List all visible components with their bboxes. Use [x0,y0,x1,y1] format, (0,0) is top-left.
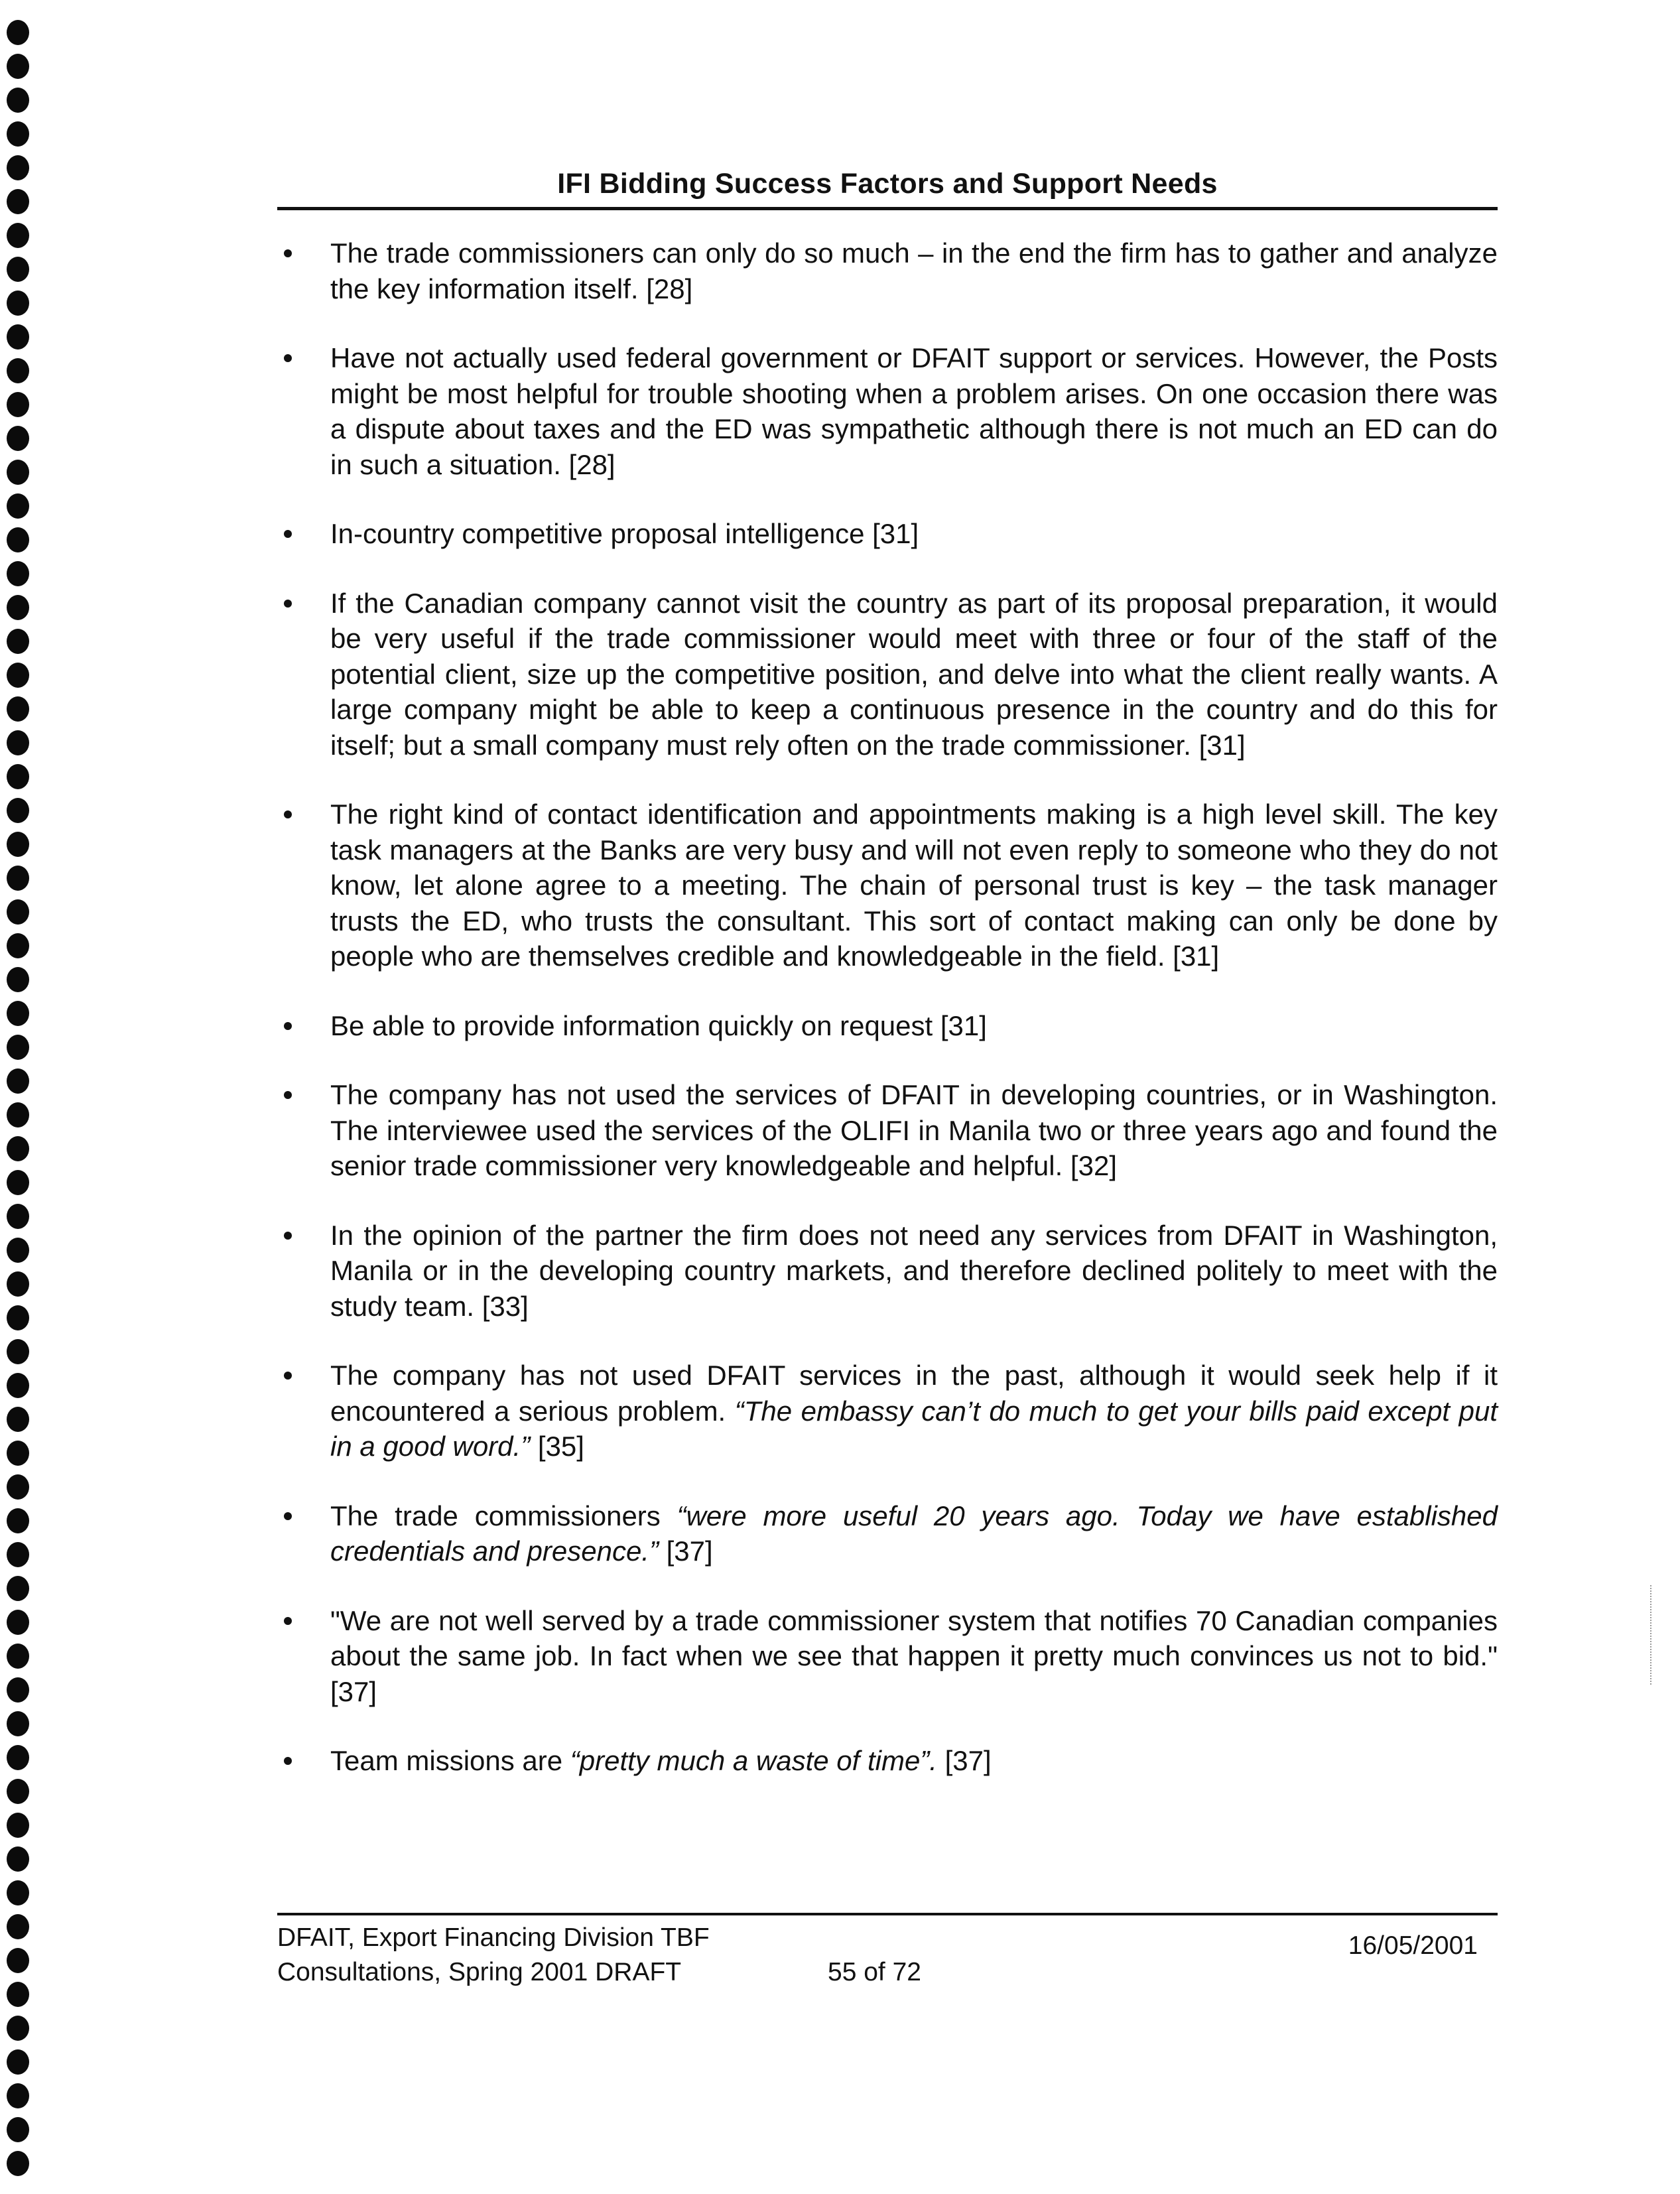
binding-hole-icon [7,764,29,789]
quoted-text: “pretty much a waste of time”. [570,1745,937,1776]
bullet-dot-icon [284,1091,292,1099]
binding-hole-icon [7,1914,29,1939]
list-item [277,1743,1498,1779]
page-header [277,159,1498,210]
binding-hole-icon [7,1305,29,1330]
footer-date: 16/05/2001 [1348,1931,1478,1960]
binding-hole-icon [7,1779,29,1804]
binding-holes [7,20,33,2189]
binding-hole-icon [7,866,29,891]
bullet-text: The company has not used the services of DFAIT in developing countries, or in Washington. The interviewee used the services of the OLIFI in Manila two or three years ago and found the senior trade commissioner very knowledgeable and helpful. [32] [330,1079,1498,1181]
list-item [277,1008,1498,1044]
binding-hole-icon [7,730,29,755]
bullet-text: Team missions are [330,1745,570,1776]
bullet-text: [37] [658,1535,713,1567]
bullet-text: [37] [937,1745,992,1776]
quoted-text: “were more useful 20 years ago. Today we have established credentials and presence.” [330,1500,1498,1567]
list-item [277,586,1498,763]
list-item [277,797,1498,974]
binding-hole-icon [7,1271,29,1297]
binding-hole-icon [7,798,29,823]
bullet-list [277,235,1498,1779]
list-item [277,1077,1498,1184]
binding-hole-icon [7,696,29,722]
binding-hole-icon [7,1948,29,1973]
binding-hole-icon [7,933,29,958]
binding-hole-icon [7,832,29,857]
binding-hole-icon [7,629,29,654]
bullet-text: "We are not well served by a trade commissioner system that notifies 70 Canadian companies about the same job. In fact when we see that happen it pretty much convinces us not to bid." [37] [330,1604,1498,1707]
binding-hole-icon [7,1846,29,1872]
scan-specks [1650,1585,1654,1685]
binding-hole-icon [7,663,29,688]
bullet-text: Have not actually used federal government or DFAIT support or services. However, the Posts might be most helpful for trouble shooting when a problem arises. On one occasion there was a dispute about taxes and the ED was sympathetic although there is not much an ED can do in such a situation. [28] [330,342,1498,480]
bullet-dot-icon [284,1617,292,1625]
binding-hole-icon [7,967,29,992]
binding-hole-icon [7,1238,29,1263]
binding-hole-icon [7,290,29,316]
binding-hole-icon [7,1813,29,1838]
page-title: IFI Bidding Success Factors and Support Needs [557,168,1218,200]
binding-hole-icon [7,1373,29,1398]
binding-hole-icon [7,1474,29,1500]
bullet-text: If the Canadian company cannot visit the country as part of its proposal preparation, it would be very useful if the trade commissioner would meet with three or four of the staff of the potential client, size up the competitive position, and delve into what the client really wants. A large company might be able to keep a continuous presence in the country and do this for itself; but a small company must rely often on the trade commissioner. [31] [330,587,1498,761]
binding-hole-icon [7,460,29,485]
binding-hole-icon [7,1576,29,1601]
binding-hole-icon [7,1102,29,1128]
binding-hole-icon [7,1745,29,1770]
list-item [277,1498,1498,1569]
binding-hole-icon [7,493,29,519]
binding-hole-icon [7,1407,29,1432]
bullet-text: The trade commissioners can only do so much – in the end the firm has to gather and analyze the key information itself. [28] [330,237,1498,304]
binding-hole-icon [7,1880,29,1905]
list-item [277,340,1498,482]
list-item [277,235,1498,306]
bullet-dot-icon [284,600,292,608]
footer-page-number: 55 of 72 [828,1958,921,1986]
binding-hole-icon [7,324,29,350]
bullet-dot-icon [284,1022,292,1030]
binding-hole-icon [7,1508,29,1533]
bullet-text: The right kind of contact identification and appointments making is a high level skill. The key task managers at the Banks are very busy and will not even reply to someone who they do not know, let alone agree to a meeting. The chain of personal trust is key – the task manager trusts the ED, who trusts the consultant. This sort of contact making can only be done by people who are themselves credible and knowledgeable in the field. [31] [330,799,1498,972]
binding-hole-icon [7,2151,29,2176]
binding-hole-icon [7,1644,29,1669]
bullet-text: In-country competitive proposal intelligence [31] [330,518,919,549]
binding-hole-icon [7,1711,29,1736]
footer-org-line-2: Consultations, Spring 2001 DRAFT [277,1958,682,1986]
bullet-dot-icon [284,1232,292,1240]
bullet-dot-icon [284,1512,292,1520]
bullet-text: [35] [530,1431,584,1462]
page-footer [277,1913,1498,1986]
binding-hole-icon [7,561,29,586]
binding-hole-icon [7,88,29,113]
binding-hole-icon [7,392,29,417]
binding-hole-icon [7,527,29,552]
binding-hole-icon [7,426,29,451]
binding-hole-icon [7,257,29,282]
list-item [277,516,1498,552]
binding-hole-icon [7,1441,29,1466]
binding-hole-icon [7,1136,29,1161]
binding-hole-icon [7,1204,29,1229]
binding-hole-icon [7,1610,29,1635]
binding-hole-icon [7,1677,29,1703]
bullet-text: Be able to provide information quickly on request [31] [330,1009,987,1041]
binding-hole-icon [7,1068,29,1094]
binding-hole-icon [7,358,29,383]
quoted-text: “The embassy can’t do much to get your bills paid except put in a good word.” [330,1395,1498,1462]
list-item [277,1218,1498,1324]
bullet-text: The trade commissioners [330,1500,677,1531]
binding-hole-icon [7,189,29,214]
footer-organization [277,1921,710,1990]
binding-hole-icon [7,121,29,147]
binding-hole-icon [7,595,29,620]
binding-hole-icon [7,20,29,45]
list-item [277,1603,1498,1710]
binding-hole-icon [7,155,29,180]
bullet-dot-icon [284,249,292,257]
binding-hole-icon [7,1339,29,1364]
binding-hole-icon [7,1035,29,1060]
bullet-dot-icon [284,1372,292,1380]
binding-hole-icon [7,1542,29,1567]
bullet-dot-icon [284,354,292,362]
bullet-text: In the opinion of the partner the firm does not need any services from DFAIT in Washington, Manila or in the developing country markets, and therefore declined politely to meet with the study team. [33] [330,1219,1498,1322]
binding-hole-icon [7,2117,29,2142]
binding-hole-icon [7,2049,29,2075]
binding-hole-icon [7,54,29,79]
binding-hole-icon [7,899,29,925]
binding-hole-icon [7,1982,29,2007]
list-item [277,1358,1498,1464]
bullet-dot-icon [284,1757,292,1765]
main-content [277,235,1498,1813]
binding-hole-icon [7,2083,29,2108]
bullet-dot-icon [284,530,292,538]
binding-hole-icon [7,1001,29,1026]
binding-hole-icon [7,223,29,248]
binding-hole-icon [7,2016,29,2041]
binding-hole-icon [7,1170,29,1195]
bullet-dot-icon [284,810,292,818]
bullet-text: The company has not used DFAIT services in the past, although it would seek help if it encountered a serious problem. [330,1360,1498,1427]
footer-org-line-1: DFAIT, Export Financing Division TBF [277,1923,710,1952]
